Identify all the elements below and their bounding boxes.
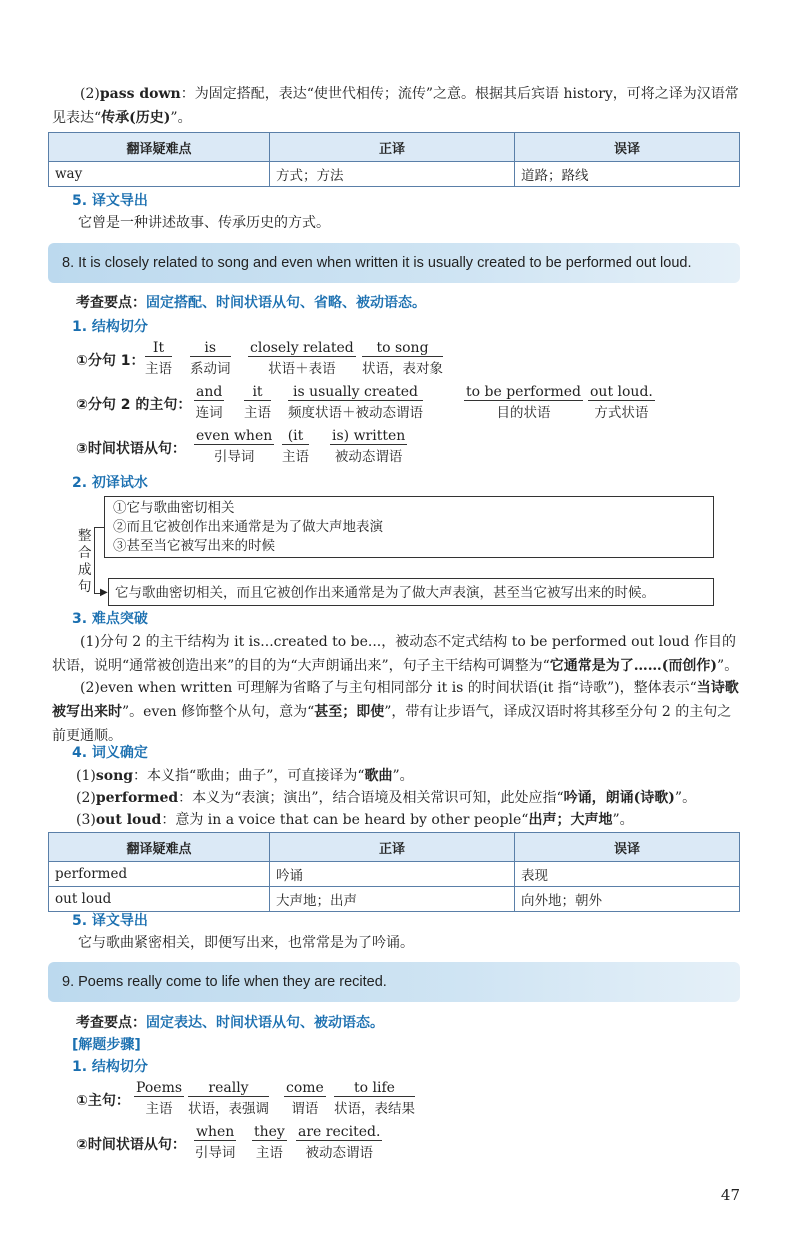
table-header: 翻译疑难点 xyxy=(49,133,270,162)
difficulty-paragraph-2: (2)even when written 可理解为省略了与主句相同部分 it is 的时间状语(it 指“诗歌”)，整体表示“当诗歌被写出来时”。even 修饰整个从句，意为“甚至；即使”，带有让步语气，译成汉语时将其移至分句 2 的主句之前更通顺。 xyxy=(52,680,739,744)
draft-line: ②而且它被创作出来通常是为了做大声地表演 xyxy=(113,519,383,535)
draft-line: ①它与歌曲密切相关 xyxy=(113,500,235,516)
word-unit: Poems 主语 xyxy=(136,1080,183,1117)
word-unit: it 主语 xyxy=(244,384,271,421)
merge-bracket xyxy=(94,527,104,528)
translation-table-2 xyxy=(48,832,740,912)
word-meaning-2: (2)performed：本义为“表演；演出”，结合语境及相关常识可知，此处应指“吟诵，朗诵(诗歌)”。 xyxy=(76,790,697,806)
exam-points: 考查要点：固定表达、时间状语从句、被动语态。 xyxy=(76,1015,384,1031)
word-meaning-3: (3)out loud：意为 in a voice that can be heard by other people“出声；大声地”。 xyxy=(76,812,634,828)
word-unit: really 状语，表强调 xyxy=(188,1080,269,1117)
word-unit: (it 主语 xyxy=(282,428,309,465)
difficulty-paragraph-1: (1)分句 2 的主干结构为 it is...created to be...，被动态不定式结构 to be performed out loud 作目的状语，说明“通常被创造出来”的目的为“大声朗诵出来”，句子主干结构可调整为“它通常是为了……(而创作)”。 xyxy=(52,634,739,674)
word-unit: closely related 状语＋表语 xyxy=(250,340,354,377)
clause-label: ①分句 1： xyxy=(76,353,145,369)
clause-label: ②时间状语从句： xyxy=(76,1137,186,1153)
section-title: 5. 译文导出 xyxy=(72,913,148,929)
word-unit: are recited. 被动态谓语 xyxy=(298,1124,381,1161)
word-unit: to be performed 目的状语 xyxy=(466,384,581,421)
table-header: 误译 xyxy=(515,133,740,162)
merge-bracket xyxy=(94,527,105,593)
table-header: 误译 xyxy=(515,833,740,862)
word-unit: It 主语 xyxy=(145,340,172,377)
intro-paragraph: (2)pass down：为固定搭配，表达“使世代相传；流传”之意。根据其后宾语 history，可将之译为汉语常见表达“传承(历史)”。 xyxy=(52,86,739,126)
clause-label: ③时间状语从句： xyxy=(76,441,186,457)
word-unit: is 系动词 xyxy=(190,340,231,377)
page-number: 47 xyxy=(720,1186,740,1204)
table-row: out loud 大声地；出声 向外地；朝外 xyxy=(49,887,740,912)
word-meaning-1: (1)song：本义指“歌曲；曲子”，可直接译为“歌曲”。 xyxy=(76,768,414,784)
translation-table-1 xyxy=(48,132,740,187)
table-header: 正译 xyxy=(270,133,515,162)
word-unit: to life 状语，表结果 xyxy=(334,1080,415,1117)
word-unit: out loud. 方式状语 xyxy=(590,384,653,421)
word-unit: is usually created 频度状语＋被动态谓语 xyxy=(288,384,423,421)
merged-sentence-box: 它与歌曲密切相关，而且它被创作出来通常是为了做大声表演，甚至当它被写出来的时候。 xyxy=(108,578,714,606)
section-title: 1. 结构切分 xyxy=(72,319,148,335)
table-header: 翻译疑难点 xyxy=(49,833,270,862)
table-row: performed 吟诵 表现 xyxy=(49,862,740,887)
draft-box xyxy=(104,496,714,558)
word-unit: they 主语 xyxy=(254,1124,285,1161)
exam-points: 考查要点：固定搭配、时间状语从句、省略、被动语态。 xyxy=(76,295,426,311)
section-title: 4. 词义确定 xyxy=(72,745,148,761)
draft-line: ③甚至当它被写出来的时候 xyxy=(113,538,275,554)
section-title: 1. 结构切分 xyxy=(72,1059,148,1075)
arrow-icon: ▶ xyxy=(100,587,108,598)
table-row: way 方式；方法 道路；路线 xyxy=(49,162,740,187)
sentence-banner-9: 9. Poems really come to life when they are recited. xyxy=(48,962,740,1002)
merge-label: 整合成句 xyxy=(78,528,92,595)
section-title: 5. 译文导出 xyxy=(72,193,148,209)
sentence-banner-8: 8. It is closely related to song and even when written it is usually created to be performed out loud. xyxy=(48,243,740,283)
word-unit: even when 引导词 xyxy=(196,428,273,465)
clause-label: ①主句： xyxy=(76,1093,130,1109)
table-header: 正译 xyxy=(270,833,515,862)
section-title: 2. 初译试水 xyxy=(72,475,148,491)
section-title: 3. 难点突破 xyxy=(72,611,148,627)
clause-label: ②分句 2 的主句： xyxy=(76,397,192,413)
word-unit: to song 状语，表对象 xyxy=(362,340,443,377)
translation-output: 它曾是一种讲述故事、传承历史的方式。 xyxy=(78,215,330,231)
word-unit: when 引导词 xyxy=(194,1124,236,1161)
word-unit: is) written 被动态谓语 xyxy=(332,428,406,465)
solution-steps-label: [解题步骤] xyxy=(72,1037,141,1053)
word-unit: and 连词 xyxy=(195,384,223,421)
translation-output: 它与歌曲紧密相关，即便写出来，也常常是为了吟诵。 xyxy=(78,935,414,951)
word-unit: come 谓语 xyxy=(286,1080,324,1117)
